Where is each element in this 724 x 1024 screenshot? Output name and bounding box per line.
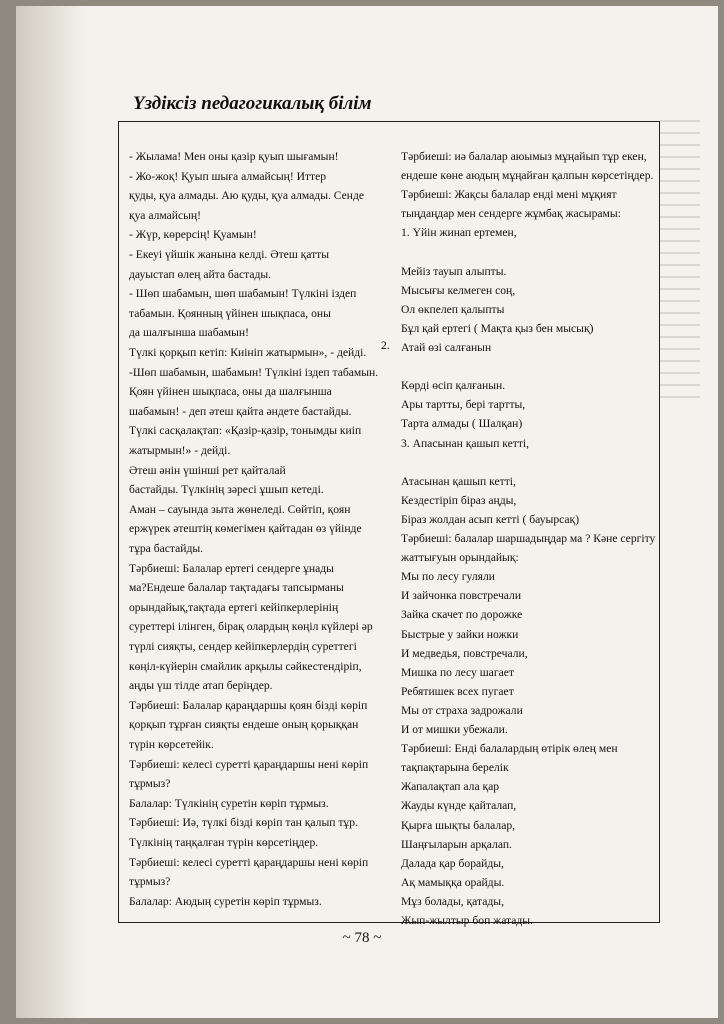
text-line: Атай өзі салғанын [401, 341, 492, 354]
text-line: Тәрбиеші: балалар шаршадыңдар ма ? Кәне сергіту [401, 532, 656, 545]
text-line: тұрмыз? [129, 875, 171, 889]
text-line: Тәрбиеші: Балалар қараңдаршы қоян бізді көріп [129, 698, 368, 712]
text-line: Түлкі сасқалақтап: «Қазір-қазір, тонымды киіп [129, 424, 362, 438]
text-line: Мишка по лесу шагает [401, 665, 514, 679]
text-line: Тарта алмады ( Шалқан) [401, 417, 523, 431]
text-line: Мы по лесу гуляли [401, 570, 495, 584]
text-line: тұра бастайды. [129, 542, 204, 555]
text-line: - Шөп шабамын, шөп шабамын! Түлкіні іздеп [129, 287, 357, 301]
text-line: Бұл қай ертегі ( Мақта қыз бен мысық) [401, 321, 594, 335]
text-line: Тәрбиеші: Балалар ертегі сендерге ұнады [129, 561, 334, 575]
text-line: қорқып тұрған сияқты ендеше оның қорыққан [129, 718, 359, 732]
text-line: Балалар: Аюдың суретін көріп тұрмыз. [129, 894, 322, 908]
text-line: ма?Ендеше балалар тақтадағы тапсырманы [129, 581, 344, 595]
text-line: И медведья, повстречали, [401, 646, 528, 660]
text-line: Мы от страха задрожали [401, 703, 523, 717]
page-gutter-shadow [16, 6, 86, 1018]
text-line: Аман – сауында зыта жөнеледі. Сөйтіп, қоян [129, 502, 351, 516]
text-line: Шаңғыларын арқалап. [401, 837, 512, 851]
text-line: Атасынан қашып кетті, [401, 474, 516, 488]
text-line: Жып-жылтыр боп жатады. [401, 914, 533, 927]
text-line: - Жүр, көрерсің! Қуамын! [129, 228, 257, 242]
text-line: Түлкі қорқып кетіп: Киініп жатырмын», - дейді. [129, 346, 367, 359]
text-line: дауыстап өлең айта бастады. [129, 267, 272, 281]
text-line: жатырмын!» - дейді. [129, 444, 231, 457]
text-line: табамын. Қоянның үйінен шықпаса, оны [129, 306, 331, 320]
text-line: суреттері ілінген, бірақ олардың көңіл күйлері әр [129, 620, 373, 634]
text-line: Көрді өсіп қалғанын. [401, 379, 506, 393]
text-line: ендеше көне аюдың мұңайған қалпын көрсетіңдер. [401, 169, 654, 183]
text-line: түрлі сияқты, сендер кейіпкерлердің суреттегі [129, 640, 357, 653]
text-line: 3. Апасынан қашып кетті, [401, 436, 530, 450]
text-line: И зайчонка повстречали [401, 589, 522, 603]
text-line: Ол өкпелеп қалыпты [401, 302, 505, 316]
text-line: түрін көрсетейік. [129, 738, 214, 751]
text-line: қуа алмайсың! [129, 208, 201, 222]
list-marker: 2. [381, 339, 390, 352]
text-line: Тәрбиеші: Иә, түлкі бізді көріп тан қалып тұр. [129, 816, 358, 830]
text-line: Әтеш әнін үшінші рет қайталай [129, 463, 286, 477]
text-line: Түлкінің таңқалған түрін көрсетіңдер. [129, 836, 319, 849]
text-line: жаттығуын орындайық: [401, 551, 519, 565]
text-line: Жапалақтап ала қар [401, 780, 500, 794]
text-line: қуды, қуа алмады. Аю қуды, қуа алмады. Сенде [129, 189, 365, 203]
text-line: Мұз болады, қатады, [401, 894, 504, 908]
text-line: ержүрек әтештің көмегімен қайтадан өз үйінде [129, 522, 362, 536]
text-line: Қырға шықты балалар, [401, 818, 516, 832]
text-line: Быстрые у зайки ножки [401, 627, 519, 641]
text-frame [118, 121, 660, 927]
text-line: аңды үш тілде атап беріңдер. [129, 679, 273, 693]
text-line: Жауды күнде қайталап, [401, 799, 517, 813]
text-line: Тәрбиеші: иә балалар аюымыз мұңайып тұр екен, [401, 150, 647, 163]
text-line: Біраз жолдан асып кетті ( бауырсақ) [401, 512, 580, 526]
text-line: тақпақтарына берелік [401, 761, 509, 775]
text-line: Балалар: Түлкінің суретін көріп тұрмыз. [129, 796, 329, 810]
text-line: тыңдаңдар мен сендерге жұмбақ жасырамы: [401, 207, 621, 221]
text-line: Тәрбиеші: Енді балалардың өтірік өлең мен [401, 742, 618, 756]
text-line: Кездестіріп біраз аңды, [401, 493, 517, 507]
text-line: Тәрбиеші: Жақсы балалар енді мені мұқият [401, 188, 617, 202]
text-line: Мейіз тауып алыпты. [401, 264, 507, 278]
text-line: Далада қар борайды, [401, 856, 504, 870]
text-line: - Екеуі үйшік жанына келді. Әтеш қатты [129, 248, 330, 261]
text-line: И от мишки убежали. [401, 723, 508, 736]
text-line: шабамын! - деп әтеш қайта әндете бастайды. [129, 404, 352, 418]
text-line: -Шөп шабамын, шабамын! Түлкіні іздеп табамын. [129, 365, 379, 379]
text-line: Қоян үйінен шықпаса, оны да шалғынша [129, 385, 332, 399]
text-line: да шалғынша шабамын! [129, 326, 249, 340]
text-line: - Жылама! Мен оны қазір қуып шығамын! [129, 150, 339, 163]
text-line: 1. Үйін жинап ертемен, [401, 226, 517, 240]
text-line: - Жо-жоқ! Қуып шыға алмайсың! Иттер [129, 169, 327, 183]
text-line: Мысығы келмеген соң, [401, 283, 516, 297]
text-line: Ары тартты, бері тартты, [401, 398, 526, 412]
running-header: Үздіксіз педагогикалық білім [133, 93, 372, 114]
text-line: Ребятишек всех пугает [401, 684, 514, 698]
text-line: Тәрбиеші: келесі суретті қараңдаршы нені көріп [129, 757, 369, 771]
page-number: ~ 78 ~ [342, 930, 382, 946]
text-line: көңіл-күйерін смайлик арқылы сәйкестендіріп, [129, 659, 362, 673]
text-line: бастайды. Түлкінің зәресі ұшып кетеді. [129, 483, 324, 497]
text-line: Тәрбиеші: келесі суретті қараңдаршы нені көріп [129, 855, 369, 869]
text-line: Зайка скачет по дорожке [401, 608, 523, 622]
bleed-through-text [660, 110, 710, 910]
text-line: орындайық,тақтада ертегі кейіпкерлерінің [129, 600, 339, 614]
text-line: Ақ мамыққа орайды. [401, 875, 505, 889]
text-line: тұрмыз? [129, 777, 171, 791]
